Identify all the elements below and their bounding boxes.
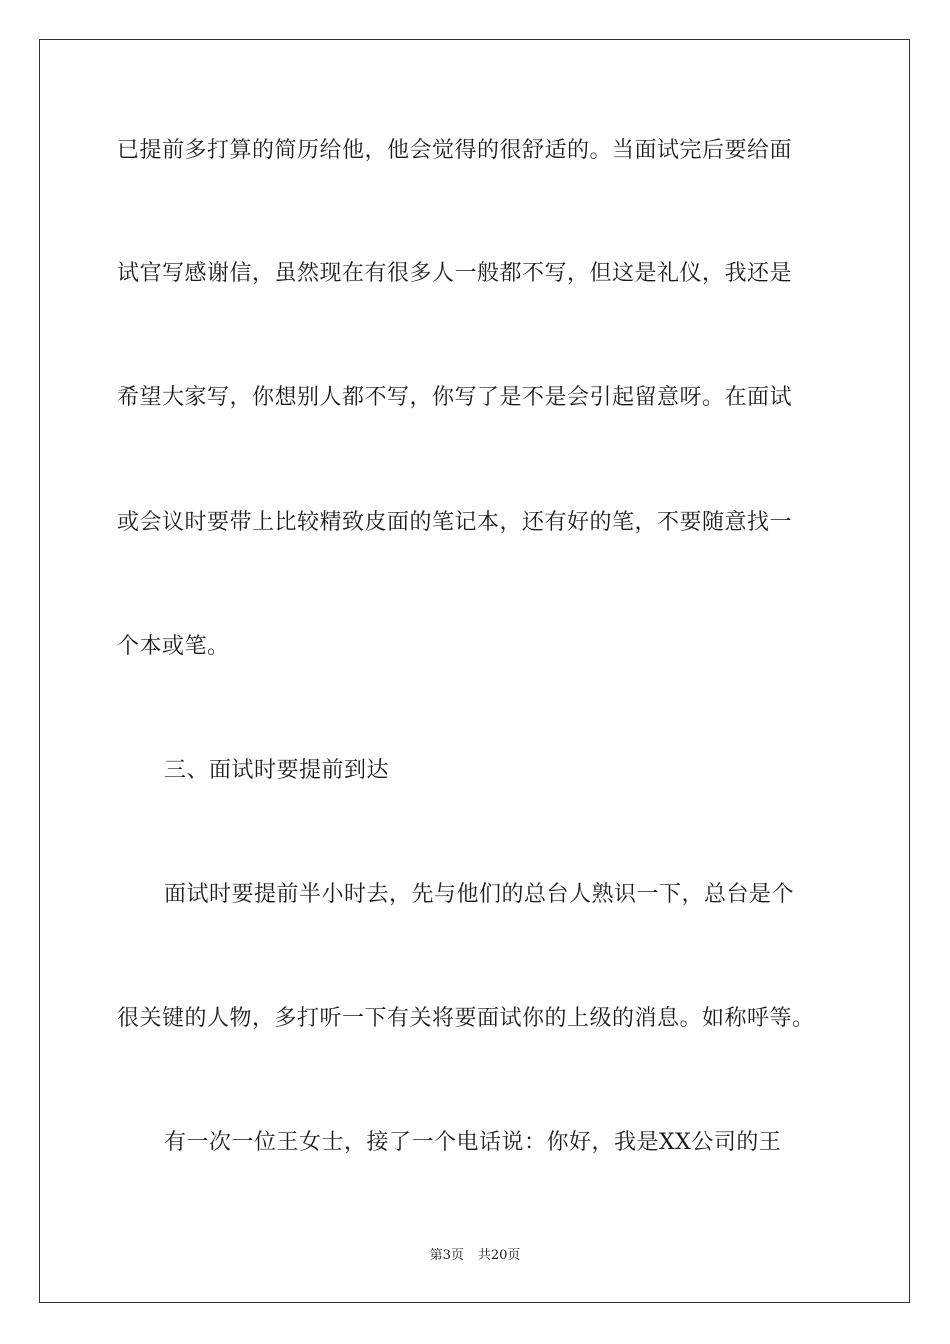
paragraph-line: 很关键的人物，多打听一下有关将要面试你的上级的消息。如称呼等。 (117, 1006, 815, 1031)
section-heading: 三、面试时要提前到达 (164, 758, 390, 783)
paragraph-line: 试官写感谢信，虽然现在有很多人一般都不写，但这是礼仪，我还是 (117, 261, 793, 286)
paragraph-line: 有一次一位王女士，接了一个电话说：你好，我是XX公司的王 (164, 1130, 782, 1155)
page-border (39, 39, 910, 1303)
page-number: 第3页 (429, 1248, 464, 1263)
paragraph-line: 个本或笔。 (117, 634, 230, 659)
page-footer (0, 1244, 950, 1263)
paragraph-line: 面试时要提前半小时去，先与他们的总台人熟识一下，总台是个 (164, 882, 795, 907)
paragraph-line: 已提前多打算的简历给他，他会觉得的很舒适的。当面试完后要给面 (117, 138, 793, 163)
paragraph-line: 或会议时要带上比较精致皮面的笔记本，还有好的笔，不要随意找一 (117, 510, 793, 535)
paragraph-line: 希望大家写，你想别人都不写，你写了是不是会引起留意呀。在面试 (117, 385, 793, 410)
page-total: 共20页 (477, 1248, 521, 1263)
